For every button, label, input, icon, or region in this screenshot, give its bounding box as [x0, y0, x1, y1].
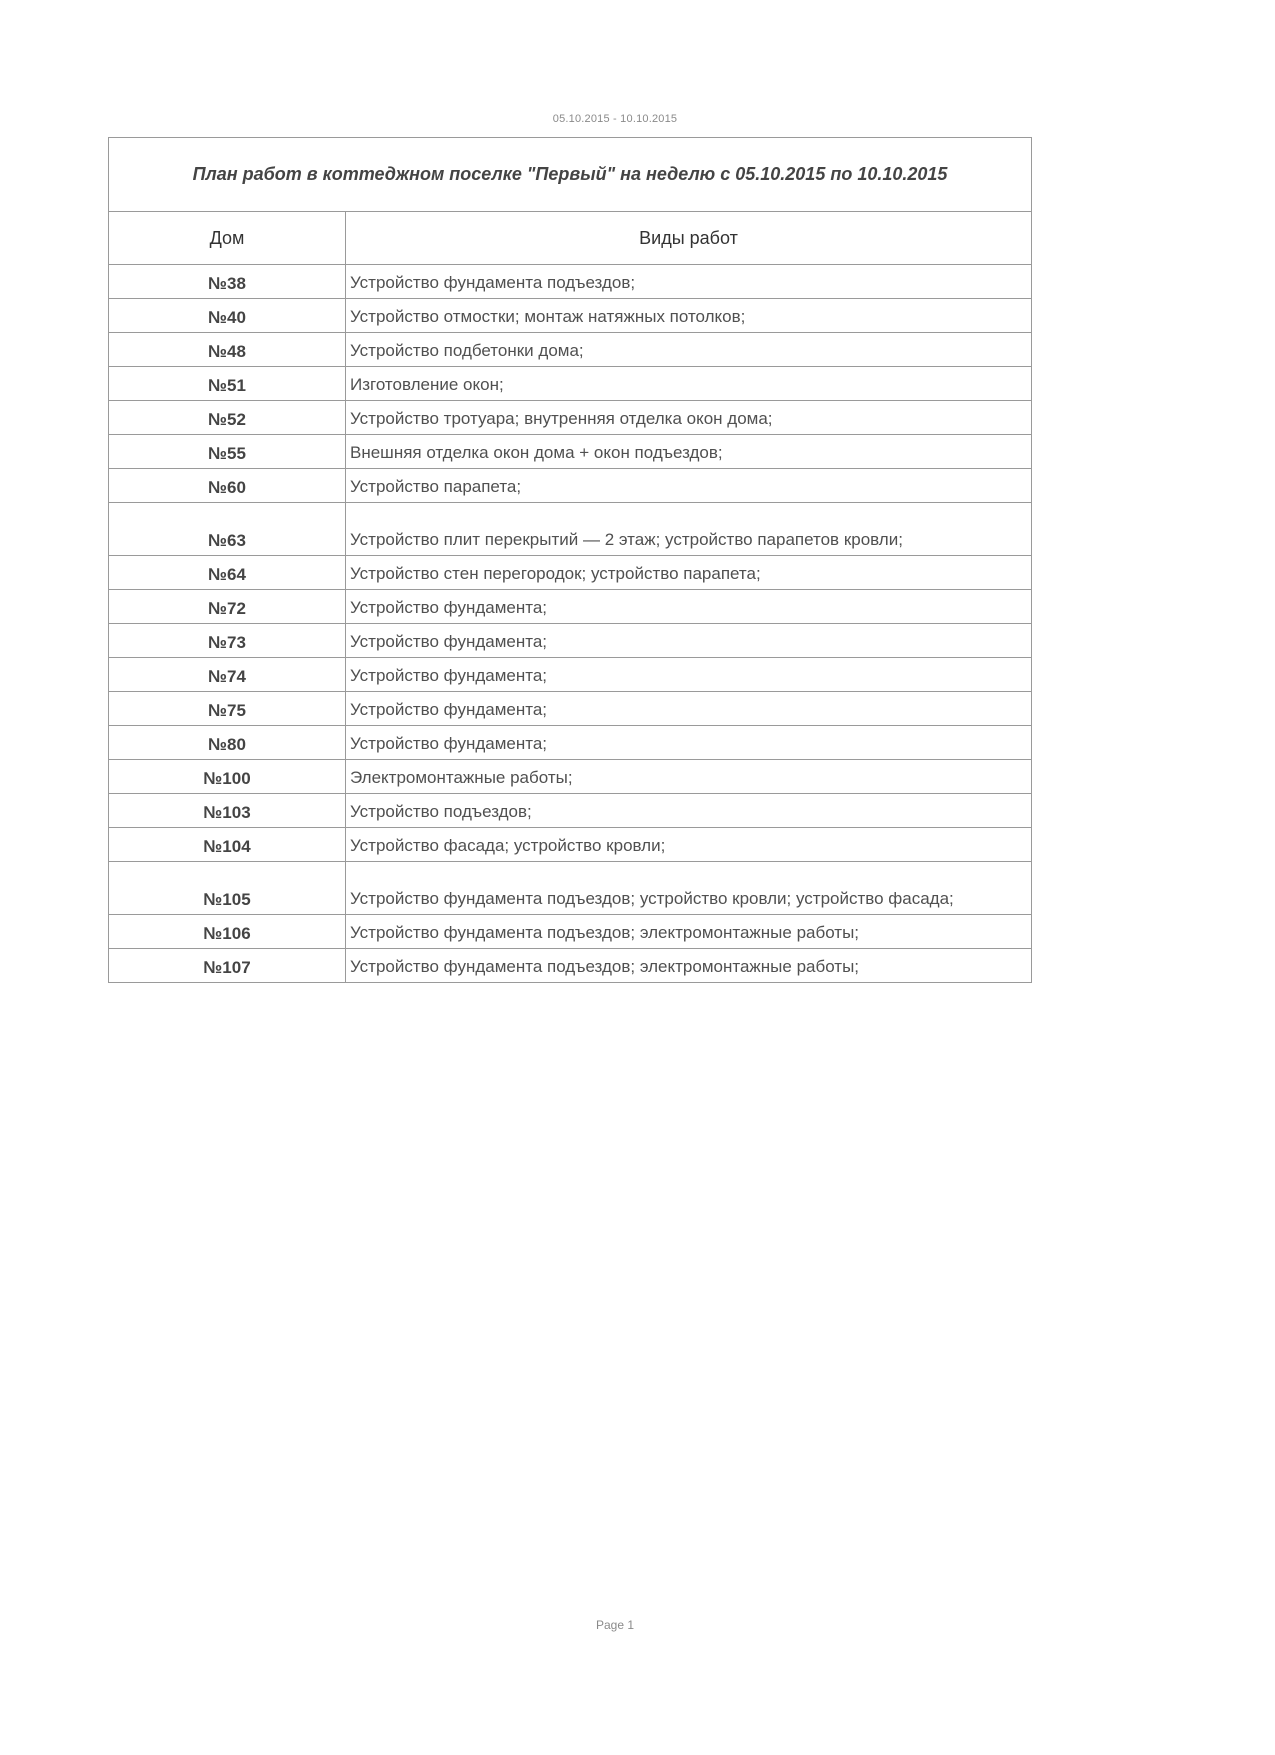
house-number-cell: №103	[109, 794, 346, 828]
house-number-cell: №105	[109, 862, 346, 915]
work-description-cell: Устройство фундамента подъездов; электромонтажные работы;	[346, 949, 1032, 983]
column-header-work: Виды работ	[346, 212, 1032, 265]
table-row	[109, 726, 1032, 760]
house-number-cell: №40	[109, 299, 346, 333]
page-header-date-range: 05.10.2015 - 10.10.2015	[552, 113, 678, 125]
column-header-house: Дом	[109, 212, 346, 265]
house-number-cell: №52	[109, 401, 346, 435]
table-row	[109, 503, 1032, 556]
house-number-cell: №38	[109, 265, 346, 299]
house-number-cell: №51	[109, 367, 346, 401]
page-number: Page 1	[595, 1618, 635, 1632]
work-description-cell: Устройство стен перегородок; устройство парапета;	[346, 556, 1032, 590]
table-title-row	[109, 138, 1032, 212]
table-header-row	[109, 212, 1032, 265]
house-number-cell: №106	[109, 915, 346, 949]
table-row	[109, 949, 1032, 983]
table-row	[109, 299, 1032, 333]
work-description-cell: Устройство фундамента подъездов; электромонтажные работы;	[346, 915, 1032, 949]
work-description-cell: Устройство фасада; устройство кровли;	[346, 828, 1032, 862]
table-row	[109, 401, 1032, 435]
table-row	[109, 469, 1032, 503]
house-number-cell: №75	[109, 692, 346, 726]
house-number-cell: №48	[109, 333, 346, 367]
table-title: План работ в коттеджном поселке "Первый" на неделю с 05.10.2015 по 10.10.2015	[109, 138, 1032, 212]
work-description-cell: Устройство фундамента;	[346, 658, 1032, 692]
table-row	[109, 435, 1032, 469]
work-description-cell: Устройство фундамента;	[346, 726, 1032, 760]
table-row	[109, 333, 1032, 367]
table-row	[109, 658, 1032, 692]
work-description-cell: Устройство подъездов;	[346, 794, 1032, 828]
house-number-cell: №63	[109, 503, 346, 556]
work-description-cell: Устройство фундамента;	[346, 624, 1032, 658]
work-description-cell: Изготовление окон;	[346, 367, 1032, 401]
house-number-cell: №104	[109, 828, 346, 862]
house-number-cell: №72	[109, 590, 346, 624]
table-row	[109, 862, 1032, 915]
work-description-cell: Устройство парапета;	[346, 469, 1032, 503]
house-number-cell: №74	[109, 658, 346, 692]
house-number-cell: №80	[109, 726, 346, 760]
work-description-cell: Электромонтажные работы;	[346, 760, 1032, 794]
house-number-cell: №73	[109, 624, 346, 658]
house-number-cell: №60	[109, 469, 346, 503]
work-plan-table	[108, 137, 1032, 983]
table-row	[109, 794, 1032, 828]
work-description-cell: Устройство тротуара; внутренняя отделка окон дома;	[346, 401, 1032, 435]
house-number-cell: №55	[109, 435, 346, 469]
work-description-cell: Внешняя отделка окон дома + окон подъездов;	[346, 435, 1032, 469]
table-row	[109, 265, 1032, 299]
work-description-cell: Устройство фундамента подъездов;	[346, 265, 1032, 299]
work-description-cell: Устройство фундамента;	[346, 590, 1032, 624]
house-number-cell: №64	[109, 556, 346, 590]
table-row	[109, 624, 1032, 658]
table-row	[109, 760, 1032, 794]
work-description-cell: Устройство фундамента;	[346, 692, 1032, 726]
table-row	[109, 556, 1032, 590]
work-description-cell: Устройство отмостки; монтаж натяжных потолков;	[346, 299, 1032, 333]
work-description-cell: Устройство подбетонки дома;	[346, 333, 1032, 367]
table-row	[109, 828, 1032, 862]
table-row	[109, 915, 1032, 949]
work-description-cell: Устройство фундамента подъездов; устройство кровли; устройство фасада;	[346, 862, 1032, 915]
table-row	[109, 692, 1032, 726]
table-body	[109, 265, 1032, 983]
table-row	[109, 590, 1032, 624]
house-number-cell: №107	[109, 949, 346, 983]
work-description-cell: Устройство плит перекрытий — 2 этаж; устройство парапетов кровли;	[346, 503, 1032, 556]
house-number-cell: №100	[109, 760, 346, 794]
table-row	[109, 367, 1032, 401]
